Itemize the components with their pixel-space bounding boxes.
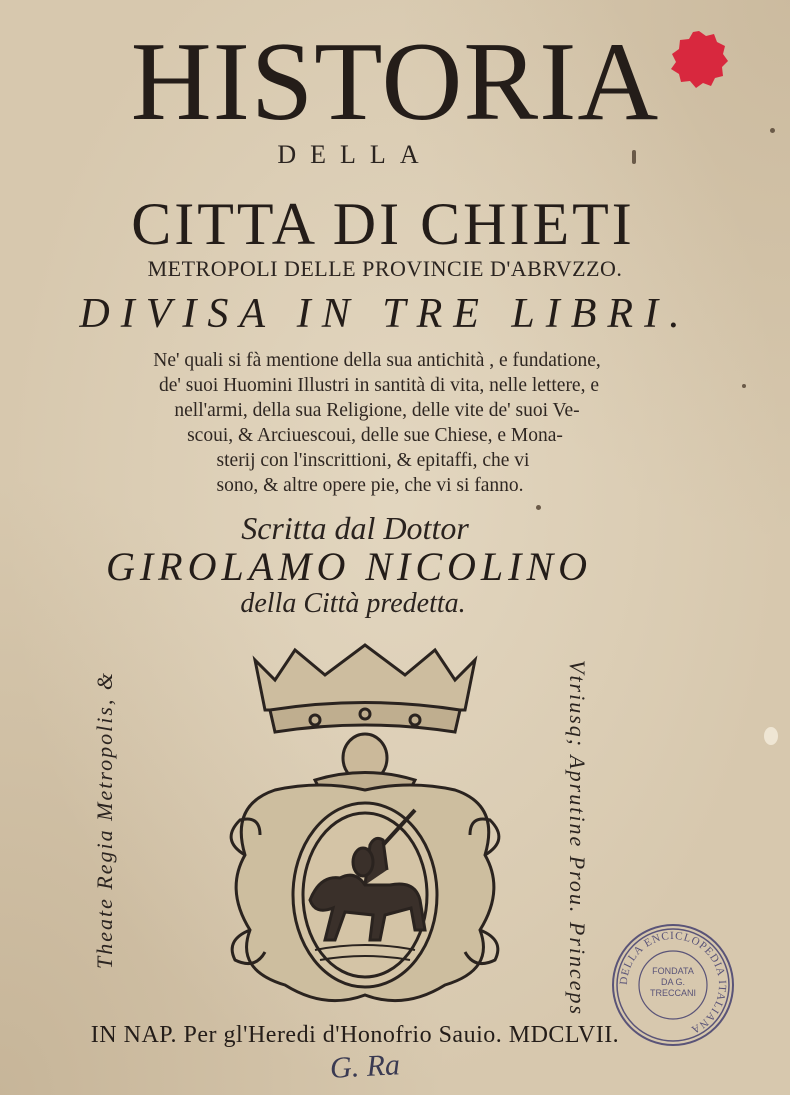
body-line: sono, & altre opere pie, che vi si fanno. xyxy=(216,475,524,496)
body-line: Ne' quali si fà mentione della sua antichità , e fundatione, xyxy=(153,350,601,371)
body-line: sterij con l'inscrittioni, & epitaffi, che vi xyxy=(216,450,530,471)
metropoli-line: METROPOLI DELLE PROVINCIE D'ABRVZZO. xyxy=(147,256,623,281)
subtitle-della: DELLA xyxy=(277,140,433,169)
author-name: GIROLAMO NICOLINO xyxy=(105,544,593,589)
motto-right: Vtriusq; Aprutine Prou. Princeps xyxy=(565,660,590,1017)
enciclopedia-stamp-icon xyxy=(610,922,736,1048)
body-line: de' suoi Huomini Illustri in santità di vita, nelle lettere, e xyxy=(159,375,599,396)
handwritten-signature: G. Ra xyxy=(329,1048,401,1085)
main-title: HISTORIA xyxy=(130,20,660,144)
citta-predetta-line: della Città predetta. xyxy=(240,588,466,619)
red-stamp-icon xyxy=(668,28,730,90)
motto-left: Theate Regia Metropolis, & xyxy=(92,670,117,970)
svg-text:FONDATA: FONDATA xyxy=(652,966,694,976)
body-line: nell'armi, della sua Religione, delle vite de' suoi Ve- xyxy=(174,400,580,421)
svg-text:TRECCANI: TRECCANI xyxy=(649,988,697,998)
coat-of-arms-icon xyxy=(215,640,515,1010)
paper-speck xyxy=(742,384,746,388)
body-line: scoui, & Arciuescoui, delle sue Chiese, e Mona- xyxy=(187,425,563,446)
city-title: CITTA DI CHIETI xyxy=(131,191,635,257)
svg-text:DA G.: DA G. xyxy=(660,977,686,987)
scritta-line: Scritta dal Dottor xyxy=(241,510,469,546)
svg-text:DELLA ENCICLOPEDIA ITALIANA: DELLA ENCICLOPEDIA ITALIANA xyxy=(617,929,729,1037)
divisa-line: DIVISA IN TRE LIBRI. xyxy=(79,291,691,337)
paper-speck xyxy=(536,505,541,510)
paper-speck xyxy=(632,150,636,164)
imprint-line: IN NAP. Per gl'Heredi d'Honofrio Sauio. MDCLVII. xyxy=(90,1022,620,1048)
paper-speck xyxy=(764,727,778,745)
paper-speck xyxy=(770,128,775,133)
